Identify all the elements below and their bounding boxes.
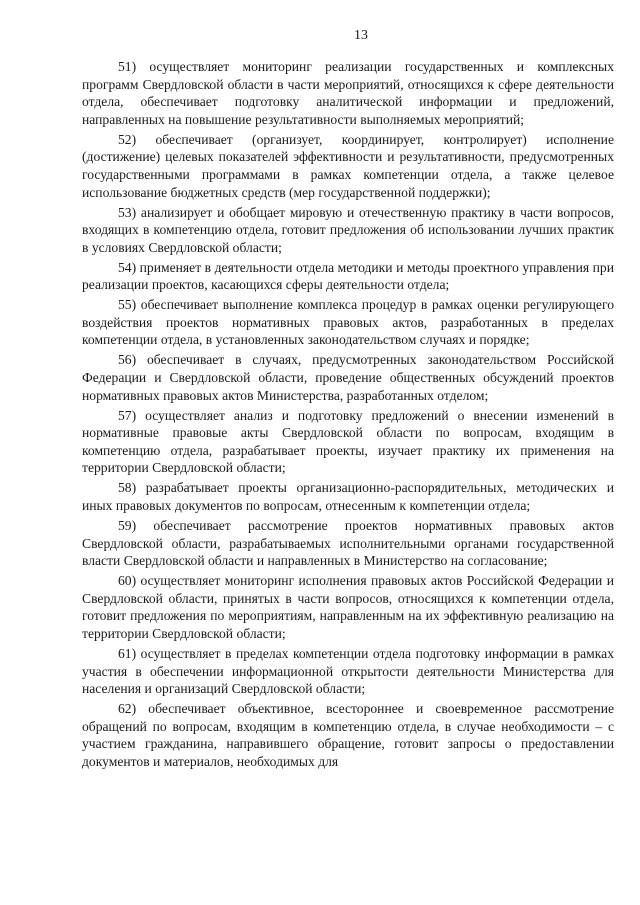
paragraph-62: 62) обеспечивает объективное, всестороннее и своевременное рассмотрение обращений по вопросам, входящим в компетенцию отдела, в случае необходимости – с участием гражданина, направившего обращение, готовит запросы о предоставлении документов и материалов, необходимых для (82, 701, 614, 769)
paragraph-56: 56) обеспечивает в случаях, предусмотренных законодательством Российской Федерации и Свердловской области, проведение общественных обсуждений проектов нормативных правовых актов Министерства, разработанных отделом; (82, 352, 614, 403)
paragraph-54: 54) применяет в деятельности отдела методики и методы проектного управления при реализации проектов, касающихся сферы деятельности отдела; (82, 259, 614, 293)
paragraph-52: 52) обеспечивает (организует, координирует, контролирует) исполнение (достижение) целевых показателей эффективности и результативности, предусмотренных государственными программами в рамках компетенции отдела, а также целевое использование бюджетных средств (мер государственной поддержки); (82, 131, 614, 200)
paragraph-58: 58) разрабатывает проекты организационно-распорядительных, методических и иных правовых документов по вопросам, отнесенным к компетенции отдела; (82, 480, 614, 513)
paragraph-59: 59) обеспечивает рассмотрение проектов нормативных правовых актов Свердловской области, разрабатываемых исполнительными органами государственной власти Свердловской области и направленных в Министерство на согласование; (82, 517, 614, 569)
paragraph-60: 60) осуществляет мониторинг исполнения правовых актов Российской Федерации и Свердловской области, принятых в части вопросов, относящихся к компетенции отдела, готовит предложения по мероприятиям, направленным на их эффективную реализацию на территории Свердловской области; (82, 573, 614, 641)
paragraph-57: 57) осуществляет анализ и подготовку предложений о внесении изменений в нормативные правовые акты Свердловской области по вопросам, входящим в компетенцию отдела, разрабатывает проекты, изучает практику их применения на территории Свердловской области; (82, 407, 614, 476)
paragraph-55: 55) обеспечивает выполнение комплекса процедур в рамках оценки регулирующего воздействия проектов нормативных правовых актов, разработанных в пределах компетенции отдела, в установленных законодательством случаях и порядке; (82, 297, 614, 348)
page-number: 13 (354, 28, 368, 43)
paragraph-51: 51) осуществляет мониторинг реализации государственных и комплексных программ Свердловской области в части мероприятий, относящихся к сфере деятельности отдела, обеспечивает подготовку аналитической информации и предложений, направленных на повышение результативности выполняемых мероприятий; (82, 59, 614, 127)
paragraph-53: 53) анализирует и обобщает мировую и отечественную практику в части вопросов, входящих в компетенцию отдела, готовит предложения об использовании лучших практик в условиях Свердловской области; (82, 204, 614, 255)
paragraph-61: 61) осуществляет в пределах компетенции отдела подготовку информации в рамках участия в обеспечении информационной открытости деятельности Министерства для населения и организаций Свердловской области; (82, 645, 614, 697)
